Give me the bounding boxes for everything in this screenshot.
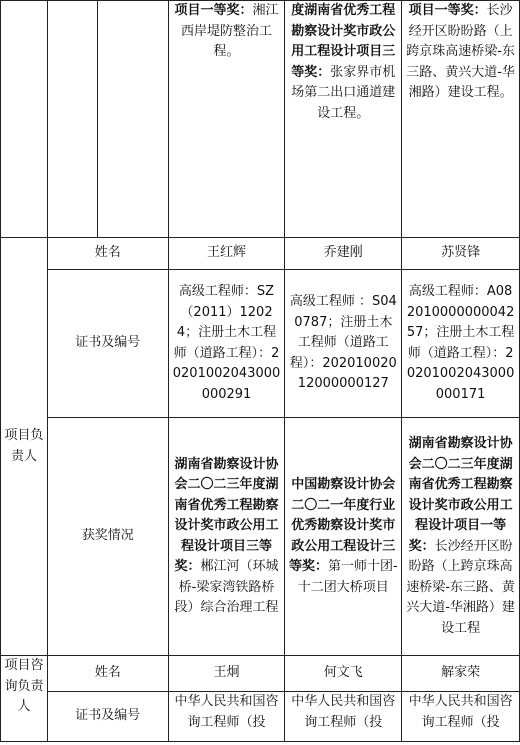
row-label: 姓名 [47,656,168,692]
section-label: 项目咨询负责人 [1,656,48,742]
cert-cell: 高级工程师 ：S040787；注册土木工程师（道路工程）：20201002012000000127 [285,270,402,418]
cert-cell: 高级工程师：A08201000000004257；注册土木工程师（道路工程）：20201002043000000171 [402,270,520,418]
row-label: 证书及编号 [47,270,168,418]
continued-awards-row [1,1,520,238]
empty-cell [47,1,97,238]
cert-cell: 中华人民共和国咨询工程师（投 [402,692,520,742]
award-cell: 度湖南省优秀工程勘察设计奖市政公用工程设计项目三等奖：张家界市机场第二出口通道建设工程。 [285,1,402,238]
award-cell: 项目一等奖：湘江西岸堤防整治工程。 [168,1,285,238]
person-name: 何文飞 [285,656,402,692]
cert-cell: 高级工程师：SZ（2011）12024；注册土木工程师（道路工程）：20201002043000000291 [168,270,285,418]
person-name: 解家荣 [402,656,520,692]
row-label: 获奖情况 [47,418,168,656]
leader-award-row [1,418,520,656]
cert-cell: 中华人民共和国咨询工程师（投 [168,692,285,742]
empty-cell [1,1,48,238]
person-name: 乔建刚 [285,238,402,270]
leader-cert-row [1,270,520,418]
empty-cell [97,1,168,238]
cert-cell: 中华人民共和国咨询工程师（投 [285,692,402,742]
row-label: 姓名 [47,238,168,270]
consult-cert-row [1,692,520,742]
award-cell: 湖南省勘察设计协会二〇二三年度湖南省优秀工程勘察设计奖市政公用工程设计项目三等奖：郴江河（环城桥-梁家湾铁路桥段）综合治理工程 [168,418,285,656]
leader-name-row [1,238,520,270]
person-name: 王炯 [168,656,285,692]
row-label: 证书及编号 [47,692,168,742]
section-label: 项目负责人 [1,238,48,656]
award-cell: 中国勘察设计协会二〇二一年度行业优秀勘察设计奖市政公用工程设计三等奖：第一师十团-十二团大桥项目 [285,418,402,656]
person-name: 王红辉 [168,238,285,270]
award-cell: 项目一等奖：长沙经开区盼盼路（上跨京珠高速桥梁-东三路、黄兴大道-华湘路）建设工程。 [402,1,520,238]
person-name: 苏贤锋 [402,238,520,270]
consult-name-row [1,656,520,692]
award-cell: 湖南省勘察设计协会二〇二三年度湖南省优秀工程勘察设计奖市政公用工程设计项目一等奖：长沙经开区盼盼路（上跨京珠高速桥梁-东三路、黄兴大道-华湘路）建设工程 [402,418,520,656]
